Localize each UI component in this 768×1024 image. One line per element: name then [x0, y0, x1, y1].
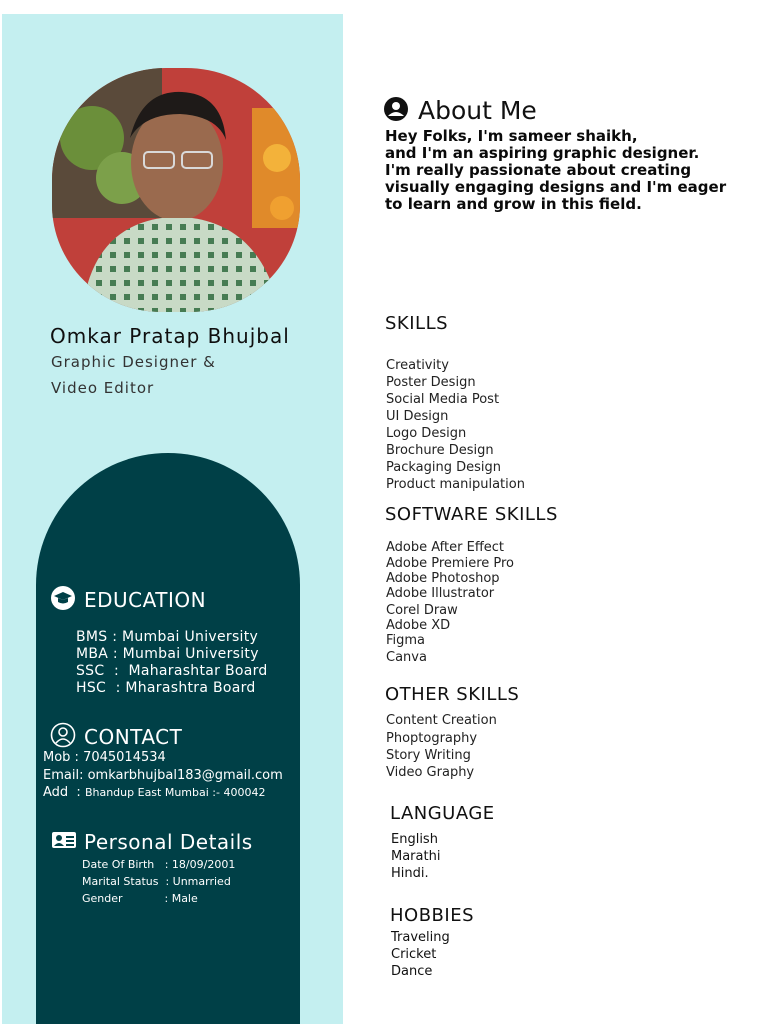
personal-dob: Date Of Birth : 18/09/2001 — [82, 858, 236, 871]
contact-address — [43, 785, 265, 800]
software-skill-item: Adobe Premiere Pro — [386, 556, 515, 571]
education-title: EDUCATION — [84, 588, 207, 612]
contact-address-value: Bhandup East Mumbai :- 400042 — [84, 786, 266, 799]
other-skills-title: OTHER SKILLS — [385, 684, 520, 705]
education-item: SSC : Maharashtar Board — [76, 663, 268, 679]
hobby-item: Cricket — [391, 947, 437, 962]
about-line: I'm really passionate about creating — [385, 161, 692, 179]
user-circle-icon — [50, 722, 76, 752]
software-skill-item: Adobe XD — [386, 618, 451, 633]
graduation-cap-icon — [50, 585, 76, 615]
personal-details-title: Personal Details — [84, 830, 253, 854]
software-skill-item: Corel Draw — [386, 603, 458, 618]
skill-item: Logo Design — [386, 426, 467, 441]
contact-address-label: Add : — [43, 785, 85, 800]
language-item: Marathi — [391, 849, 441, 864]
other-skill-item: Phoptography — [386, 731, 478, 746]
contact-email: Email: omkarbhujbal183@gmail.com — [43, 768, 283, 783]
profile-role-line1: Graphic Designer & — [51, 353, 216, 371]
software-skill-item: Adobe Illustrator — [386, 586, 495, 601]
software-skill-item: Figma — [386, 633, 426, 648]
language-title: LANGUAGE — [390, 803, 495, 824]
profile-name: Omkar Pratap Bhujbal — [50, 324, 290, 348]
skill-item: UI Design — [386, 409, 449, 424]
about-line: to learn and grow in this field. — [385, 195, 642, 213]
profile-role-line2: Video Editor — [51, 379, 155, 397]
software-skill-item: Adobe Photoshop — [386, 571, 500, 586]
other-skill-item: Content Creation — [386, 713, 497, 728]
education-item: BMS : Mumbai University — [76, 629, 259, 645]
contact-header — [50, 722, 182, 752]
skills-title: SKILLS — [385, 313, 449, 334]
hobby-item: Traveling — [391, 930, 450, 945]
personal-details-header — [52, 830, 253, 854]
about-line: visually engaging designs and I'm eager — [385, 178, 727, 196]
skill-item: Creativity — [386, 358, 449, 373]
about-title: About Me — [418, 96, 537, 125]
software-skill-item: Adobe After Effect — [386, 540, 505, 555]
language-item: Hindi. — [391, 866, 429, 881]
education-header — [50, 585, 206, 615]
about-line: Hey Folks, I'm sameer shaikh, — [385, 127, 638, 145]
software-skill-item: Canva — [386, 650, 427, 665]
other-skill-item: Video Graphy — [386, 765, 475, 780]
skill-item: Poster Design — [386, 375, 476, 390]
other-skill-item: Story Writing — [386, 748, 471, 763]
contact-title: CONTACT — [84, 725, 183, 749]
contact-mobile: Mob : 7045014534 — [43, 750, 166, 765]
language-item: English — [391, 832, 438, 847]
user-circle-filled-icon — [384, 97, 408, 125]
skill-item: Social Media Post — [386, 392, 500, 407]
hobbies-title: HOBBIES — [390, 905, 475, 926]
skill-item: Packaging Design — [386, 460, 502, 475]
about-line: and I'm an aspiring graphic designer. — [385, 144, 700, 162]
about-header — [384, 96, 537, 125]
hobby-item: Dance — [391, 964, 433, 979]
skill-item: Product manipulation — [386, 477, 525, 492]
software-skills-title: SOFTWARE SKILLS — [385, 504, 558, 525]
education-item: MBA : Mumbai University — [76, 646, 259, 662]
profile-photo — [52, 68, 300, 312]
personal-gender: Gender : Male — [82, 892, 198, 905]
personal-marital-status: Marital Status : Unmarried — [82, 875, 231, 888]
education-item: HSC : Mharashtra Board — [76, 680, 256, 696]
id-card-icon — [52, 831, 76, 853]
skill-item: Brochure Design — [386, 443, 494, 458]
about-text — [385, 128, 755, 213]
